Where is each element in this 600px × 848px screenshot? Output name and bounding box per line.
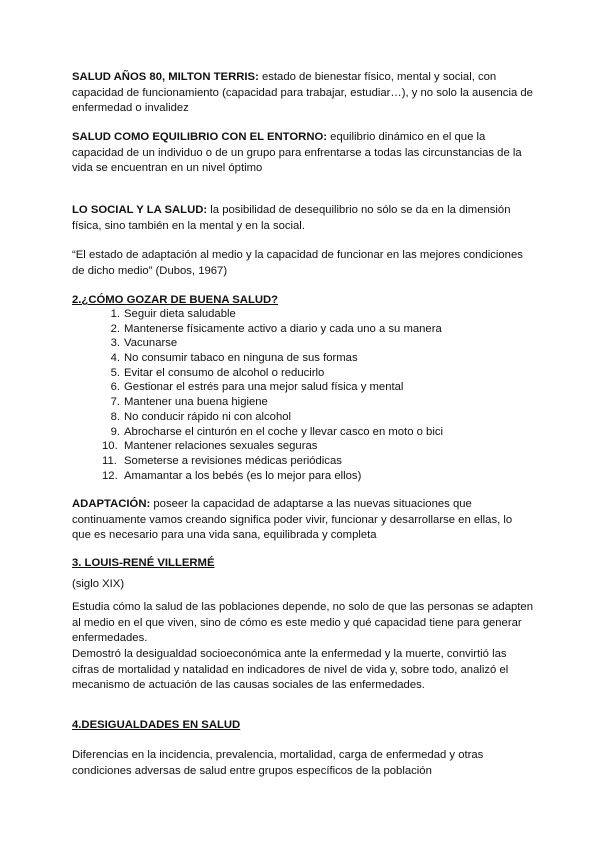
paragraph-milton-terris (72, 70, 534, 117)
paragraph-adaptacion (72, 497, 534, 544)
list-item-text: Amamantar a los bebés (es lo mejor para ellos) (124, 469, 362, 482)
list-item (72, 307, 534, 322)
list-item-text: No consumir tabaco en ninguna de sus formas (124, 352, 358, 365)
list-item-number: 6. (110, 381, 120, 394)
list-item (72, 336, 534, 351)
list-item-text: Gestionar el estrés para una mejor salud física y mental (124, 381, 404, 394)
list-item-number: 2. (110, 322, 120, 335)
list-item-number: 12. (102, 469, 118, 482)
list-item-number: 8. (110, 410, 120, 423)
health-tips-list (72, 307, 534, 483)
heading-gozar-salud: 2.¿CÓMO GOZAR DE BUENA SALUD? (72, 294, 279, 306)
dubos-quote: “El estado de adaptación al medio y la capacidad de funcionar en las mejores condiciones de dicho medio” (Dubos, 1967) (72, 249, 523, 277)
heading-desigualdades: 4.DESIGUALDADES EN SALUD (72, 719, 241, 731)
list-item-text: Someterse a revisiones médicas periódicas (124, 454, 342, 467)
list-item (72, 395, 534, 410)
list-item-text: Abrocharse el cinturón en el coche y llevar casco en moto o bici (124, 425, 443, 438)
list-item (72, 410, 534, 425)
list-item-number: 1. (110, 308, 120, 320)
list-item-text: Vacunarse (124, 337, 178, 350)
list-item (72, 469, 534, 484)
term-adaptacion: ADAPTACIÓN: (72, 498, 151, 510)
list-item-number: 5. (110, 366, 120, 379)
villerme-paragraph-1: Estudia cómo la salud de las poblaciones depende, no solo de que las personas se adapten al medio en el que viven, sino de cómo es este medio y qué capacidad tiene para generar enfermedades. (72, 601, 533, 644)
term-equilibrio-entorno: SALUD COMO EQUILIBRIO CON EL ENTORNO: (72, 131, 328, 143)
list-item (72, 439, 534, 454)
list-item-number: 3. (110, 337, 120, 350)
list-item-text: Mantenerse físicamente activo a diario y cada uno a su manera (124, 322, 442, 335)
paragraph-equilibrio-entorno (72, 130, 534, 177)
list-item-text: No conducir rápido ni con alcohol (124, 410, 292, 423)
term-lo-social: LO SOCIAL Y LA SALUD: (72, 204, 208, 216)
paragraph-lo-social (72, 203, 534, 234)
villerme-century: (siglo XIX) (72, 578, 125, 590)
list-item-text: Seguir dieta saludable (124, 308, 236, 320)
list-item-text: Mantener una buena higiene (124, 396, 268, 409)
list-item (72, 425, 534, 440)
definition-lo-social: la posibilidad de desequilibrio no sólo se da en la dimensión física, sino también en la mental y en la social. (72, 204, 511, 232)
list-item (72, 322, 534, 337)
list-item (72, 380, 534, 395)
list-item (72, 351, 534, 366)
list-item-text: Mantener relaciones sexuales seguras (124, 440, 318, 453)
heading-villerme: 3. LOUIS-RENÉ VILLERMÉ (72, 557, 215, 569)
list-item-number: 7. (110, 396, 120, 409)
villerme-paragraph-2: Demostró la desigualdad socioeconómica ante la enfermedad y la muerte, convirtió las cifras de mortalidad y natalidad en indicadores de nivel de vida y, sobre todo, analizó el mecanismo de actuación de las causas sociales de las enfermedades. (72, 648, 509, 691)
definition-equilibrio-entorno: equilibrio dinámico en el que la capacidad de un individuo o de un grupo para enfrentarse a todas las circunstancias de la vida se encuentran en un nivel óptimo (72, 131, 522, 174)
list-item-text: Evitar el consumo de alcohol o reducirlo (124, 366, 325, 379)
term-milton-terris: SALUD AÑOS 80, MILTON TERRIS: (72, 71, 259, 83)
list-item (72, 366, 534, 381)
definition-milton-terris: estado de bienestar físico, mental y social, con capacidad de funcionamiento (capacidad para trabajar, estudiar…), y no solo la ausencia de enfermedad o invalidez (72, 71, 533, 114)
desigualdades-paragraph: Diferencias en la incidencia, prevalencia, mortalidad, carga de enfermedad y otras condiciones adversas de salud entre grupos específicos de la población (72, 749, 484, 777)
definition-adaptacion: poseer la capacidad de adaptarse a las nuevas situaciones que continuamente vamos creando significa poder vivir, funcionar y desarrollarse en ellas, lo que es necesario para una vida sana, equilibrada y completa (72, 498, 513, 541)
list-item-number: 10. (102, 440, 118, 453)
list-item-number: 11. (102, 454, 117, 467)
list-item (72, 454, 534, 469)
list-item-number: 9. (110, 425, 120, 438)
list-item-number: 4. (110, 352, 120, 365)
